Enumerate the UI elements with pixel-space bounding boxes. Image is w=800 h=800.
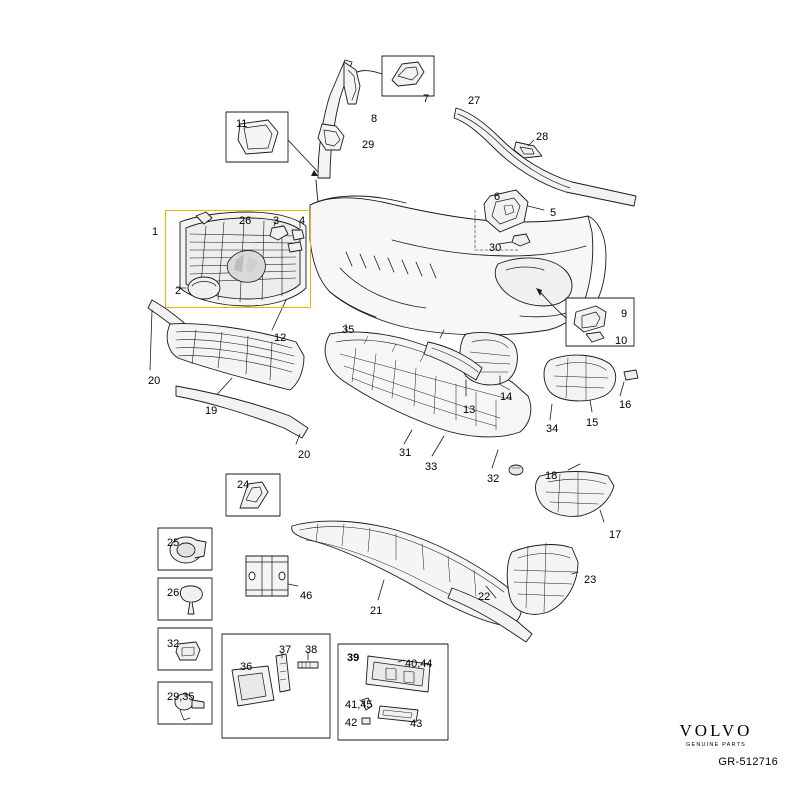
callout-6: 6 (494, 191, 501, 203)
callout-8: 8 (371, 113, 378, 125)
callout-40-44: 40,44 (405, 658, 433, 670)
part-46-bracket (246, 556, 288, 596)
callout-21: 21 (370, 605, 383, 617)
part-15-air-duct-right (544, 355, 616, 401)
callout-31: 31 (399, 447, 412, 459)
callout-3: 3 (273, 215, 280, 227)
callout-33: 33 (425, 461, 438, 473)
volvo-tagline: GENUINE PARTS (685, 742, 747, 748)
part-27-reinforcement (454, 108, 636, 206)
callout-9: 9 (621, 308, 628, 320)
part-25-box (158, 528, 212, 570)
volvo-logo (656, 721, 776, 748)
callout-13: 13 (463, 404, 476, 416)
callout-24: 24 (237, 479, 250, 491)
diagram-part-number: GR-512716 (718, 756, 778, 768)
callout-22: 22 (478, 591, 491, 603)
callout-34: 34 (546, 423, 559, 435)
callout-42: 42 (345, 717, 358, 729)
part-26-box (158, 578, 212, 620)
part-16-clip (624, 370, 638, 380)
callout-20-b: 20 (298, 449, 311, 461)
callout-28: 28 (536, 131, 549, 143)
callout-32-b: 32 (167, 638, 180, 650)
callout-14: 14 (500, 391, 513, 403)
callout-32-a: 32 (487, 473, 500, 485)
callout-36: 36 (240, 661, 253, 673)
callout-43: 43 (410, 718, 423, 730)
callout-11: 11 (236, 118, 248, 130)
part-8-trim-strip (344, 62, 360, 104)
callout-18: 18 (545, 470, 558, 482)
part-32-fastener (509, 465, 523, 475)
callout-16: 16 (619, 399, 632, 411)
callout-46: 46 (300, 590, 313, 602)
callout-15: 15 (586, 417, 599, 429)
callout-29-35: 29,35 (167, 691, 195, 703)
callout-10: 10 (615, 335, 628, 347)
callout-7: 7 (423, 93, 430, 105)
callout-4: 4 (299, 215, 306, 227)
callout-39: 39 (347, 652, 360, 664)
part-29-35-box (158, 682, 212, 724)
callout-12: 12 (274, 332, 287, 344)
callout-26-b: 26 (167, 587, 180, 599)
callout-2: 2 (175, 285, 182, 297)
callout-41-45: 41,45 (345, 699, 373, 711)
callout-5: 5 (550, 207, 557, 219)
part-7-bracket (382, 56, 434, 96)
part-23-corner-grille (507, 543, 578, 614)
highlight-box-part-1 (165, 210, 311, 308)
callout-30: 30 (489, 242, 502, 254)
callout-29: 29 (362, 139, 375, 151)
callout-1: 1 (152, 226, 159, 238)
callout-25: 25 (167, 537, 180, 549)
callout-20-a: 20 (148, 375, 161, 387)
part-20-trim-lower (176, 386, 308, 438)
callout-17: 17 (609, 529, 622, 541)
callout-26-a: 26 (239, 215, 252, 227)
callout-35: 35 (342, 324, 355, 336)
callout-37: 37 (279, 644, 292, 656)
volvo-wordmark: VOLVO (679, 721, 753, 740)
callout-19: 19 (205, 405, 218, 417)
callout-27: 27 (468, 95, 481, 107)
callout-23: 23 (584, 574, 597, 586)
callout-38: 38 (305, 644, 318, 656)
part-24-bracket-box (226, 474, 280, 516)
